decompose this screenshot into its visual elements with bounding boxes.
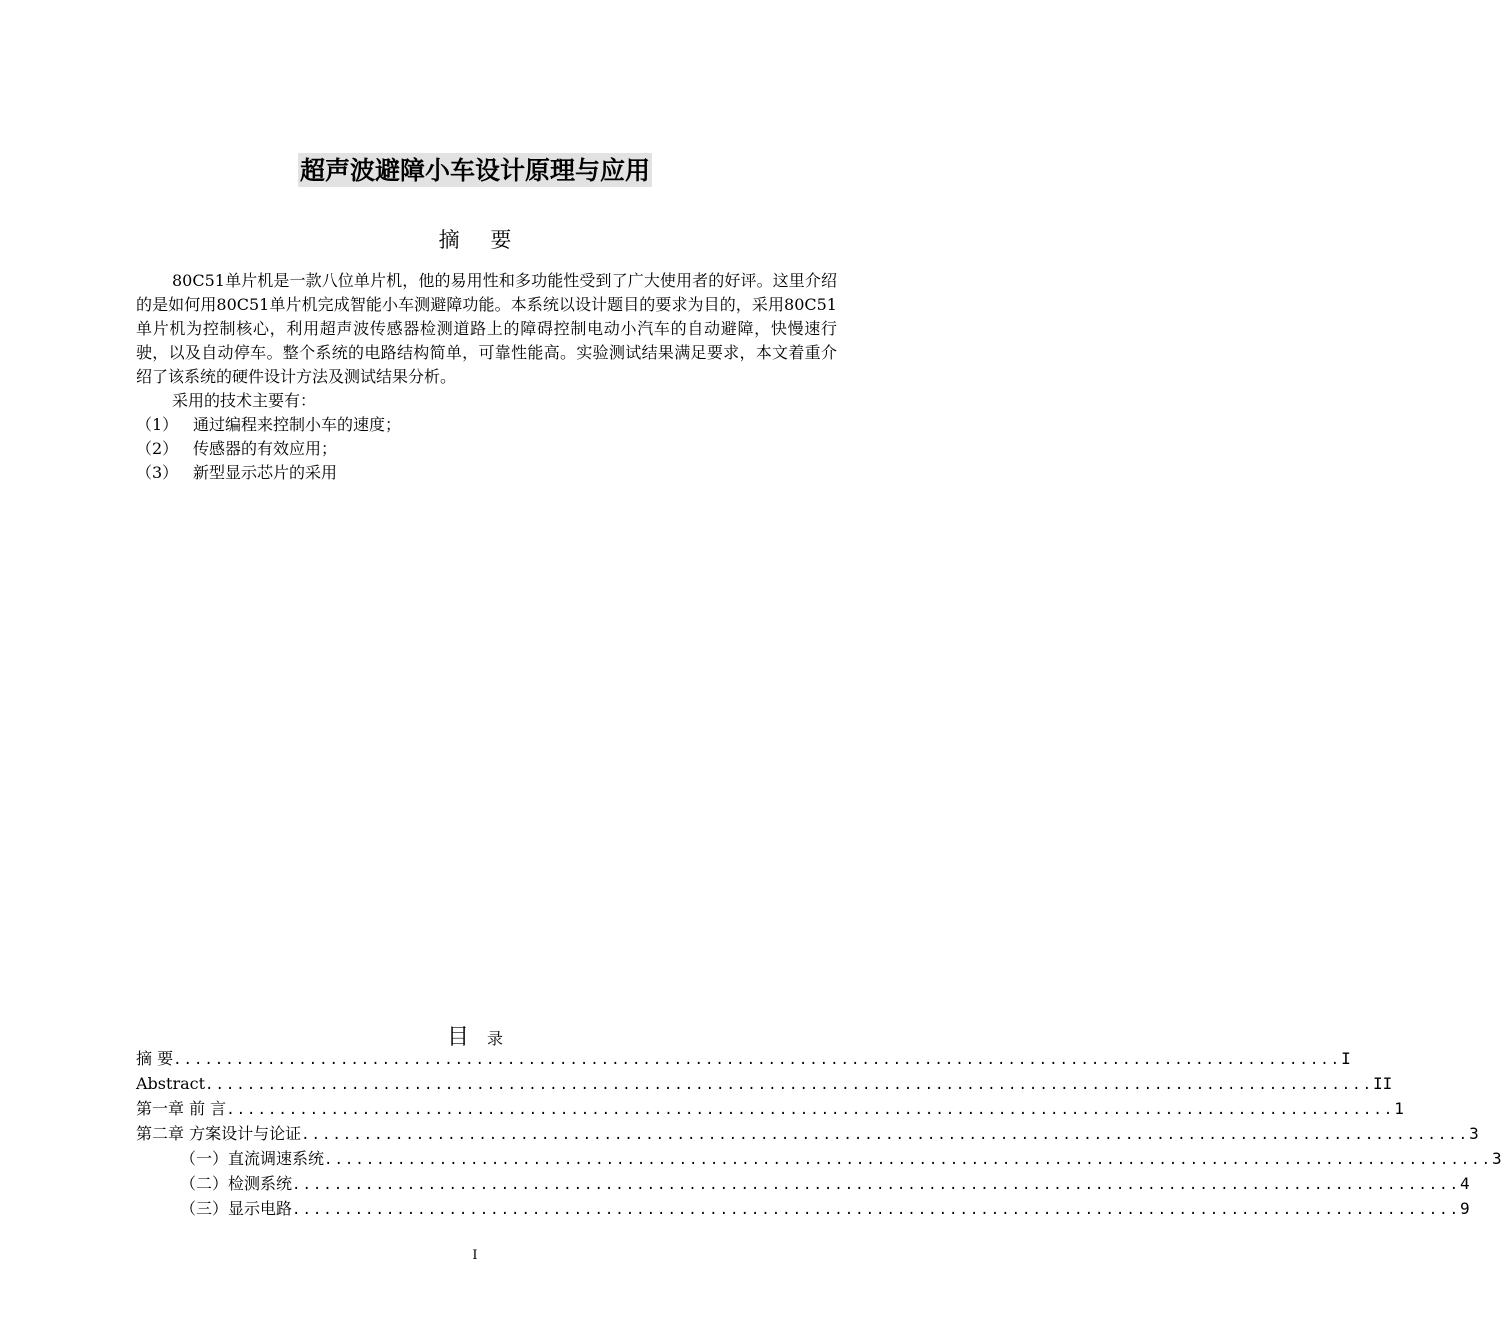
toc-leader-dots: ................................................................................................................ [301, 1127, 1470, 1143]
toc-heading-sub: 录 [487, 1029, 504, 1048]
tech-intro: 采用的技术主要有： [172, 391, 317, 410]
toc-entry-page: 1 [1394, 1099, 1404, 1118]
abstract-body [136, 269, 837, 485]
tech-list-item [136, 413, 837, 437]
toc-entry-page: 4 [1460, 1174, 1470, 1193]
list-text: 通过编程来控制小车的速度； [193, 415, 402, 434]
list-number: （1） [136, 415, 179, 434]
table-of-contents [136, 1046, 1502, 1221]
toc-leader-dots: ................................................................................................................ [292, 1202, 1461, 1218]
page-number: I [472, 1248, 478, 1263]
toc-entry[interactable] [136, 1146, 1502, 1171]
toc-leader-dots: ................................................................................................................ [226, 1102, 1395, 1118]
toc-leader-dots: ................................................................................................................ [173, 1052, 1342, 1068]
toc-entry-label: （二）检测系统 [180, 1174, 293, 1193]
list-number: （2） [136, 439, 179, 458]
toc-entry[interactable] [136, 1171, 1470, 1196]
toc-leader-dots: ................................................................................................................ [205, 1077, 1374, 1093]
toc-leader-dots: ................................................................................................................ [324, 1152, 1493, 1168]
toc-entry-label: 摘 要 [136, 1049, 174, 1068]
toc-entry-page: II [1373, 1074, 1393, 1093]
toc-entry-page: I [1341, 1049, 1351, 1068]
toc-entry-label: Abstract [136, 1074, 206, 1093]
toc-entry-label: （三）显示电路 [180, 1199, 293, 1218]
toc-entry[interactable] [136, 1071, 1393, 1096]
toc-entry-page: 3 [1492, 1149, 1502, 1168]
tech-list-item [136, 461, 837, 485]
toc-entry-page: 9 [1460, 1199, 1470, 1218]
toc-entry[interactable] [136, 1196, 1470, 1221]
document-title-text: 超声波避障小车设计原理与应用 [298, 153, 652, 187]
list-number: （3） [136, 463, 179, 482]
abstract-paragraph: 80C51单片机是一款八位单片机，他的易用性和多功能性受到了广大使用者的好评。这里介绍的是如何用80C51单片机完成智能小车测避障功能。本系统以设计题目的要求为目的，采用80C51单片机为控制核心，利用超声波传感器检测道路上的障碍控制电动小汽车的自动避障，快慢速行驶，以及自动停车。整个系统的电路结构简单，可靠性能高。实验测试结果满足要求，本文着重介绍了该系统的硬件设计方法及测试结果分析。 [136, 271, 837, 386]
toc-entry-label: 第一章 前 言 [136, 1099, 227, 1118]
toc-entry[interactable] [136, 1096, 1404, 1121]
toc-entry[interactable] [136, 1046, 1351, 1071]
abstract-heading: 摘 要 [438, 228, 524, 252]
toc-entry-page: 3 [1469, 1124, 1479, 1143]
toc-entry[interactable] [136, 1121, 1479, 1146]
tech-list-item [136, 437, 837, 461]
toc-leader-dots: ................................................................................................................ [292, 1177, 1461, 1193]
list-text: 传感器的有效应用； [193, 439, 338, 458]
toc-entry-label: （一）直流调速系统 [180, 1149, 325, 1168]
toc-heading-main: 目 [446, 1025, 469, 1050]
document-title [0, 152, 950, 187]
list-text: 新型显示芯片的采用 [193, 463, 338, 482]
toc-entry-label: 第二章 方案设计与论证 [136, 1124, 302, 1143]
